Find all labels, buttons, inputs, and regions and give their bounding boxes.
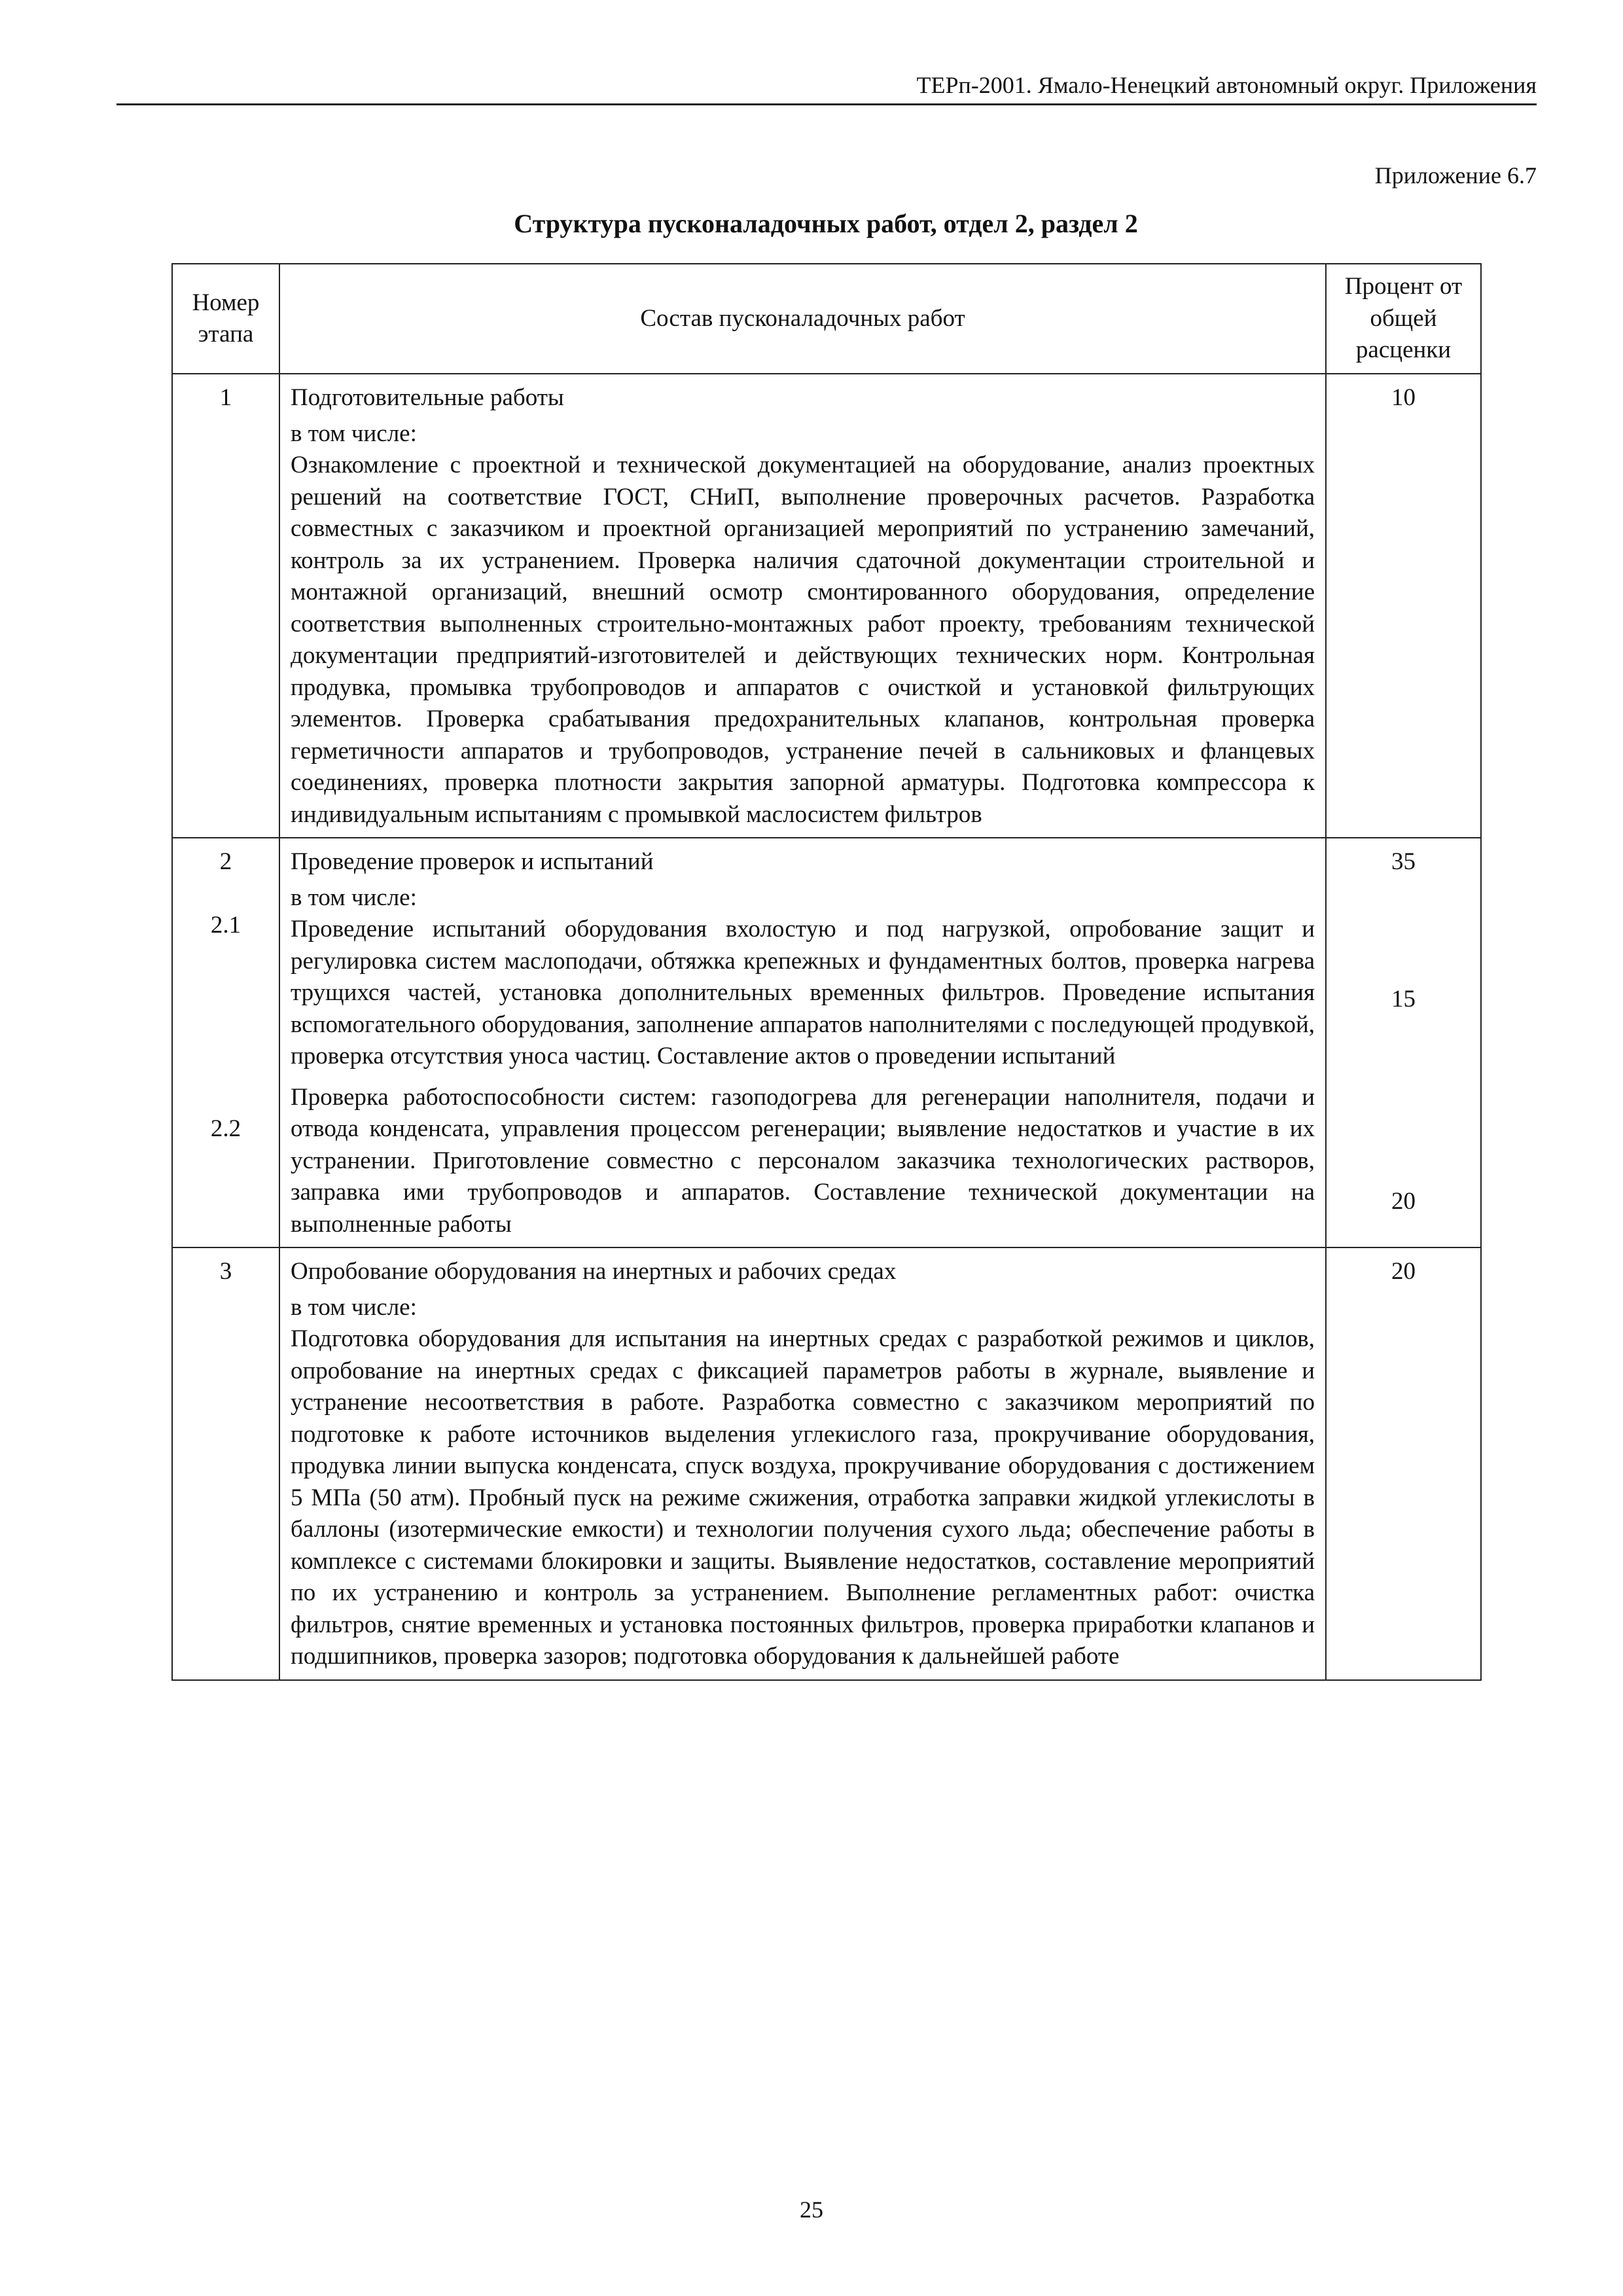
stage-content [279, 838, 1326, 1247]
substage-number: 2.1 [210, 912, 241, 939]
stage-percent-cell [1326, 838, 1481, 1247]
works-structure-table [171, 263, 1482, 1681]
column-header-percent: Процент от общей расценки [1326, 264, 1481, 374]
substage-number: 2.2 [210, 1115, 241, 1142]
substage-percent: 20 [1391, 1188, 1416, 1215]
stage-subtitle: в том числе: [291, 884, 417, 911]
stage-description: Подготовка оборудования для испытания на инертных средах с разработкой режимов и циклов, опробование на инертных средах с фиксацией параметров работы в журнале, выявление и устранение несоответствия в работе. Разработка совместно с заказчиком мероприятий по подготовке к работе источников выделения углекислого газа, прокручивание оборудования, продувка линии выпуска конденсата, спуск воздуха, прокручивание оборудования с достижением 5 МПа (50 атм). Пробный пуск на режиме сжижения, отработка заправки жидкой углекислоты в баллоны (изотермические емкости) и технологии получения сухого льда; обеспечение работы в комплексе с системами блокировки и защиты. Выявление недостатков, составление мероприятий по их устранению и контроль за устранением. Выполнение регламентных работ: очистка фильтров, снятие временных и установка постоянных фильтров, проверка приработки клапанов и подшипников, проверка зазоров; подготовка оборудования к дальнейшей работе [291, 1325, 1315, 1670]
stage-percent: 10 [1326, 374, 1481, 838]
stage-content [279, 1247, 1326, 1680]
stage-number-cell [172, 838, 279, 1247]
column-header-number: Номер этапа [172, 264, 279, 374]
stage-content [279, 374, 1326, 838]
stage-number: 3 [172, 1247, 279, 1680]
stage-title: Опробование оборудования на инертных и рабочих средах [291, 1258, 897, 1285]
stage-percent: 35 [1391, 848, 1416, 875]
substage-description: Проведение испытаний оборудования вхолостую и под нагрузкой, опробование защит и регулировка систем маслоподачи, обтяжка крепежных и фундаментных болтов, проверка нагрева трущихся частей, установка дополнительных временных фильтров. Проведение испытания вспомогательного оборудования, заполнение аппаратов наполнителями с последующей продувкой, проверка отсутствия уноса частиц. Составление актов о проведении испытаний [291, 916, 1315, 1069]
table-header-row [172, 264, 1481, 374]
table-row [172, 838, 1481, 1247]
running-header: ТЕРп-2001. Ямало-Ненецкий автономный округ. Приложения [116, 72, 1537, 105]
stage-title: Проведение проверок и испытаний [291, 848, 654, 875]
page-number: 25 [800, 2197, 823, 2223]
stage-percent: 20 [1326, 1247, 1481, 1680]
stage-subtitle: в том числе: [291, 420, 417, 447]
document-title: Структура пусконаладочных работ, отдел 2, раздел 2 [514, 209, 1138, 238]
stage-subtitle: в том числе: [291, 1293, 417, 1321]
table-row [172, 374, 1481, 838]
stage-title: Подготовительные работы [291, 384, 564, 411]
substage-description: Проверка работоспособности систем: газоподогрева для регенерации наполнителя, подачи и отвода конденсата, управления процессом регенерации; выявление недостатков и участие в их устранении. Приготовление совместно с персоналом заказчика технологических растворов, заправка ими трубопроводов и аппаратов. Составление технической документации на выполненные работы [291, 1083, 1315, 1238]
appendix-label: Приложение 6.7 [1374, 162, 1537, 188]
stage-number: 1 [172, 374, 279, 838]
stage-number: 2 [219, 848, 232, 875]
column-header-content: Состав пусконаладочных работ [279, 264, 1326, 374]
stage-description: Ознакомление с проектной и технической документацией на оборудование, анализ проектных решений на соответствие ГОСТ, СНиП, выполнение проверочных расчетов. Разработка совместных с заказчиком и проектной организацией мероприятий по устранению замечаний, контроль за их устранением. Проверка наличия сдаточной документации строительной и монтажной организаций, внешний осмотр смонтированного оборудования, определение соответствия выполненных строительно-монтажных работ проекту, требованиям технической документации предприятий-изготовителей и действующих технических норм. Контрольная продувка, промывка трубопроводов и аппаратов с очисткой и установкой фильтрующих элементов. Проверка срабатывания предохранительных клапанов, контрольная проверка герметичности аппаратов и трубопроводов, устранение печей в сальниковых и фланцевых соединениях, проверка плотности закрытия запорной арматуры. Подготовка компрессора к индивидуальным испытаниям с промывкой маслосистем фильтров [291, 452, 1315, 828]
table-row [172, 1247, 1481, 1680]
substage-percent: 15 [1391, 986, 1416, 1013]
